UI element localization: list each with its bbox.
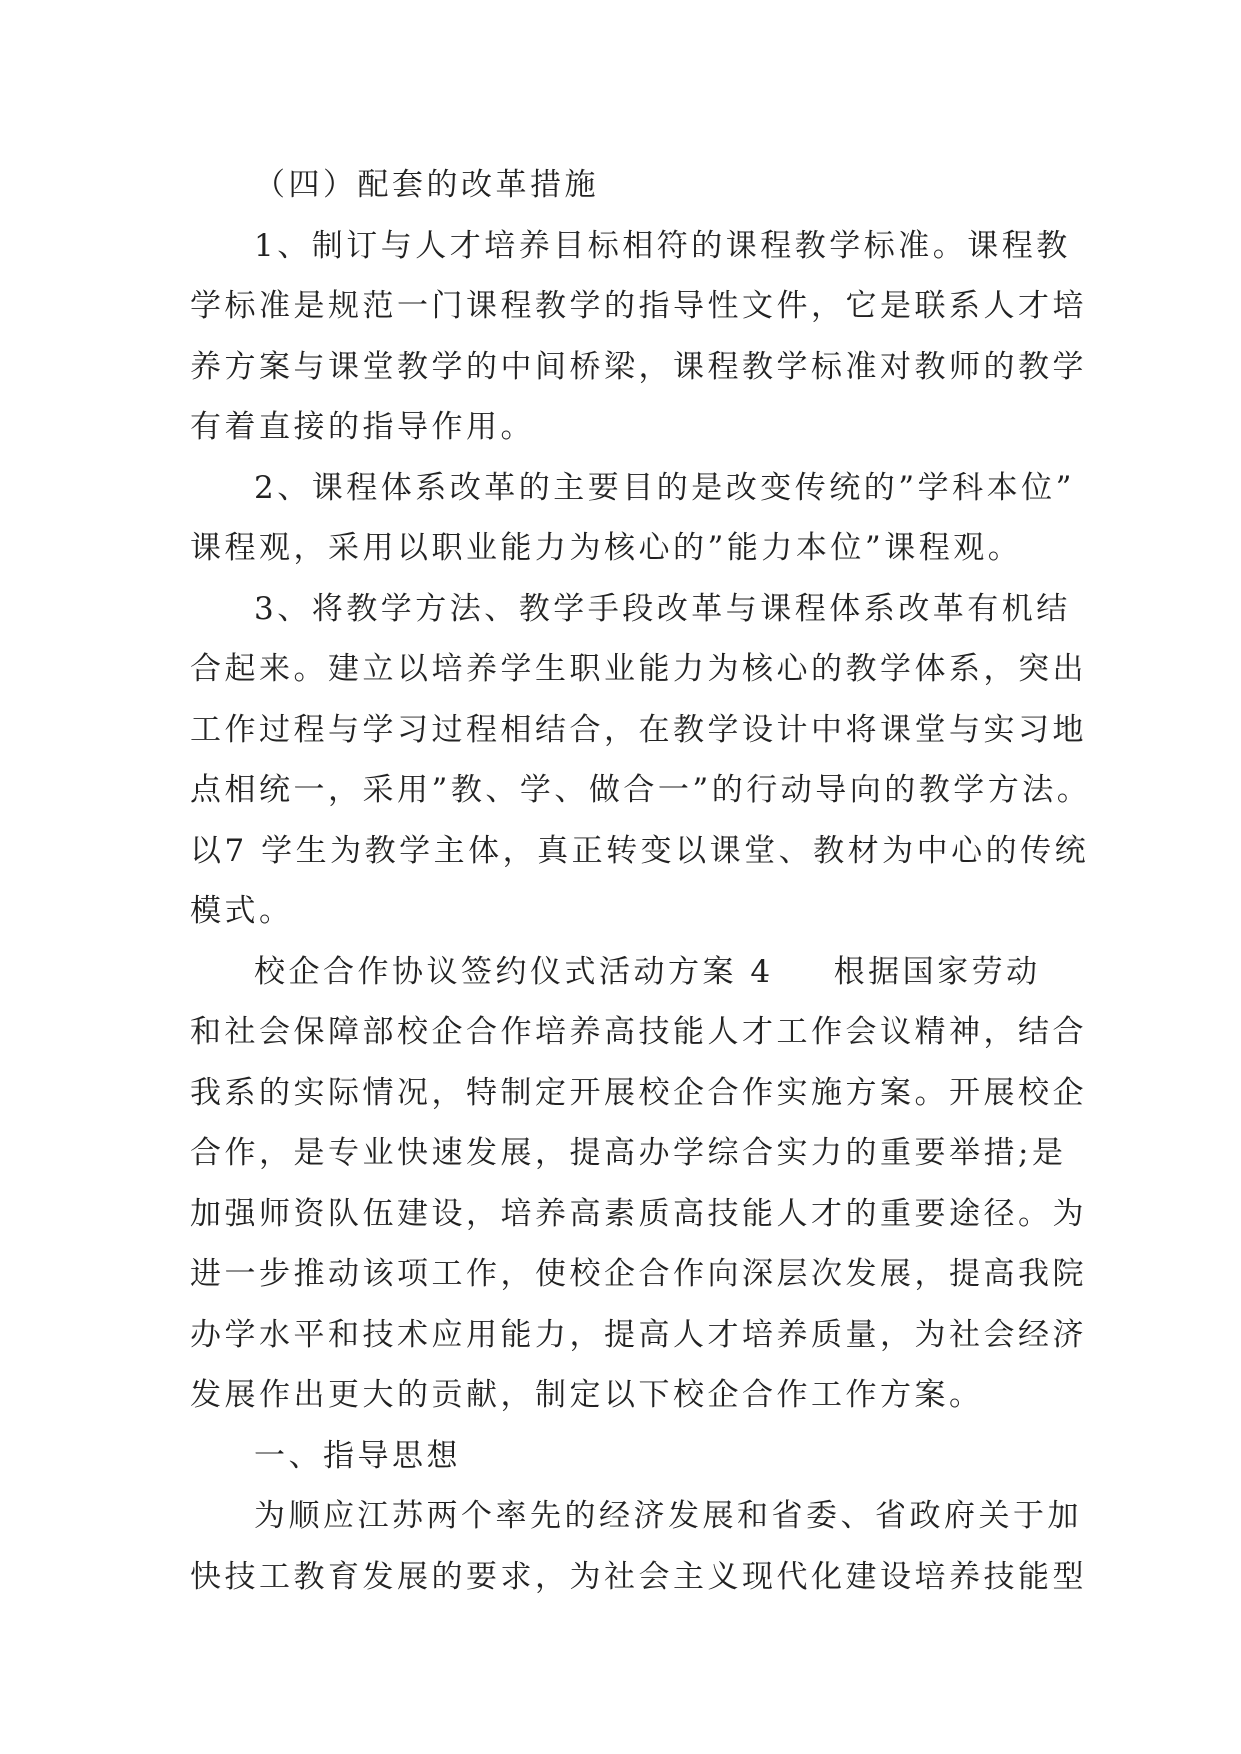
- text-line: 快技工教育发展的要求，为社会主义现代化建设培养技能型: [190, 1558, 1087, 1595]
- section-heading: （四）配套的改革措施: [254, 167, 599, 203]
- text-line: 3、将教学方法、教学手段改革与课程体系改革有机结: [254, 590, 1071, 627]
- document-body: [190, 155, 1092, 1607]
- text-line: 有着直接的指导作用。: [190, 409, 535, 445]
- text-line: 工作过程与学习过程相结合，在教学设计中将课堂与实习地: [190, 711, 1087, 748]
- text-line: 课程观，采用以职业能力为核心的”能力本位”课程观。: [190, 530, 1023, 566]
- text-line: 我系的实际情况，特制定开展校企合作实施方案。开展校企: [190, 1074, 1087, 1111]
- text-line: 合起来。建立以培养学生职业能力为核心的教学体系，突出: [190, 651, 1087, 687]
- section-heading: 一、指导思想: [254, 1437, 461, 1474]
- text-line: 和社会保障部校企合作培养高技能人才工作会议精神，结合: [190, 1014, 1087, 1050]
- text-line: 1、制订与人才培养目标相符的课程教学标准。课程教: [254, 227, 1071, 264]
- text-line-with-title: [190, 942, 1050, 1003]
- text-line: 办学水平和技术应用能力，提高人才培养质量，为社会经济: [190, 1316, 1087, 1353]
- text-line: 发展作出更大的贡献，制定以下校企合作工作方案。: [190, 1377, 984, 1413]
- text-line: 合作，是专业快速发展，提高办学综合实力的重要举措;是: [190, 1135, 1067, 1171]
- text-line: 加强师资队伍建设，培养高素质高技能人才的重要途径。为: [190, 1195, 1087, 1232]
- text-line: 模式。: [190, 893, 294, 929]
- text-line: 养方案与课堂教学的中间桥梁，课程教学标准对教师的教学: [190, 348, 1087, 385]
- plan-title: 校企合作协议签约仪式活动方案 4: [254, 953, 774, 990]
- text-line: 点相统一，采用”教、学、做合一”的行动导向的教学方法。: [190, 772, 1092, 808]
- text-line: 进一步推动该项工作，使校企合作向深层次发展，提高我院: [190, 1256, 1087, 1292]
- text-line: 以7 学生为教学主体，真正转变以课堂、教材为中心的传统: [190, 832, 1090, 869]
- text-line: 2、课程体系改革的主要目的是改变传统的”学科本位”: [254, 469, 1075, 506]
- plan-intro-start: 根据国家劳动: [833, 953, 1041, 990]
- text-line: 学标准是规范一门课程教学的指导性文件，它是联系人才培: [190, 288, 1087, 324]
- text-line: 为顺应江苏两个率先的经济发展和省委、省政府关于加: [254, 1498, 1082, 1534]
